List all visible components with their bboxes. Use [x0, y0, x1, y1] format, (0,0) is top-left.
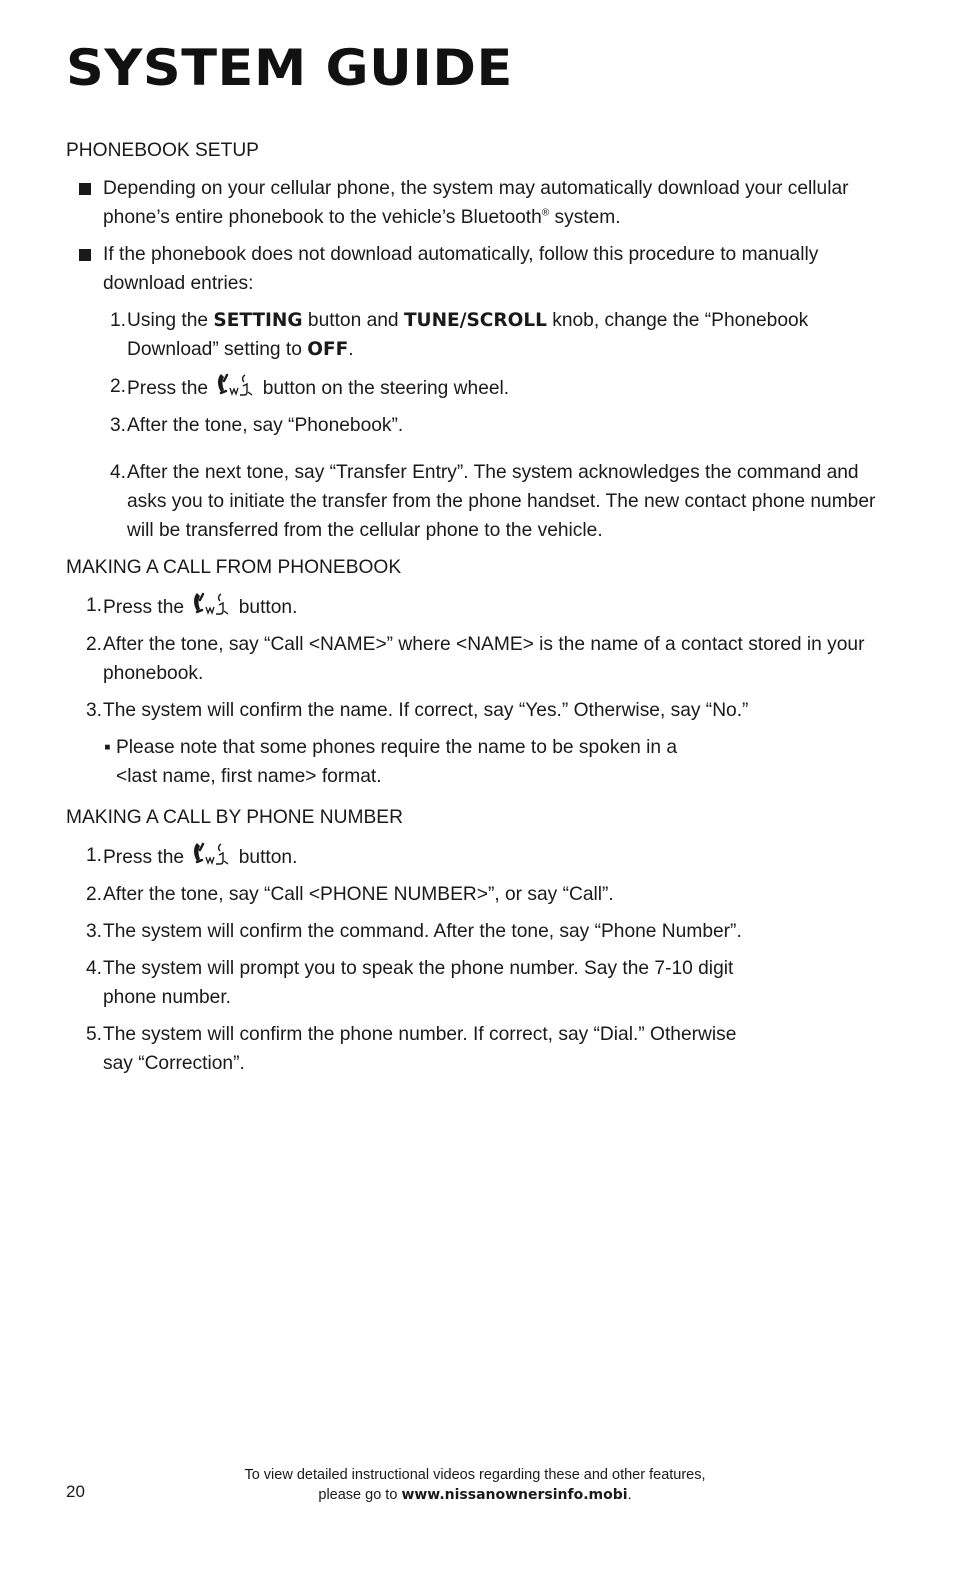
list-item	[66, 591, 896, 622]
step-number: 4.	[85, 958, 102, 979]
phone-voice-icon	[191, 591, 231, 619]
content	[66, 136, 896, 1086]
section-heading-phonebook-setup: PHONEBOOK SETUP	[66, 140, 259, 161]
list-item	[66, 917, 896, 946]
step-text: After the tone, say “Call <PHONE NUMBER>”, or say “Call”.	[103, 884, 614, 905]
bullet-text: Depending on your cellular phone, the system may automatically download your cellular phone’s entire phonebook to the vehicle’s Bluetooth	[103, 178, 849, 228]
step-text	[66, 591, 896, 622]
list-item	[103, 306, 896, 364]
step-number: 3.	[109, 415, 126, 436]
registered-mark: ®	[541, 207, 550, 219]
step-text	[103, 372, 896, 403]
call-by-number-steps	[66, 841, 896, 1078]
step-text-part: .	[348, 339, 354, 360]
note-item	[66, 733, 896, 791]
step-text-line1: The system will prompt you to speak the phone number. Say the 7-10 digit	[103, 958, 734, 979]
step-text: The system will confirm the command. After the tone, say “Phone Number”.	[103, 921, 742, 942]
note-text-line2: <last name, first name> format.	[116, 766, 382, 787]
page-title: SYSTEM GUIDE	[66, 39, 513, 97]
square-bullet-icon	[79, 249, 91, 261]
step-text-part: button.	[233, 847, 298, 868]
bullet-text: If the phonebook does not download automatically, follow this procedure to manually download entries:	[103, 244, 819, 294]
bullet-item	[66, 174, 896, 232]
step-text-part: button.	[233, 597, 298, 618]
step-number: 2.	[109, 376, 126, 397]
footer-website-link[interactable]: www.nissanownersinfo.mobi	[401, 1487, 628, 1503]
step-text	[66, 954, 896, 1012]
step-number: 1.	[109, 310, 126, 331]
step-text	[103, 306, 896, 364]
step-text	[66, 841, 896, 872]
step-text-part: Using the	[127, 310, 214, 331]
section-heading-call-from-phonebook: MAKING A CALL FROM PHONEBOOK	[66, 557, 402, 578]
page-number: 20	[66, 1482, 85, 1501]
step-text	[66, 1020, 896, 1078]
call-from-phonebook-steps	[66, 591, 896, 791]
list-item	[66, 880, 896, 909]
section-heading-call-by-number: MAKING A CALL BY PHONE NUMBER	[66, 807, 403, 828]
step-number: 3.	[85, 700, 102, 721]
step-text-part: button and	[302, 310, 404, 331]
list-item	[66, 1020, 896, 1078]
note-bullet-icon: ▪	[104, 737, 111, 758]
setting-button-label: SETTING	[213, 310, 303, 331]
step-number: 1.	[85, 595, 102, 616]
step-text: After the tone, say “Phonebook”.	[127, 415, 404, 436]
list-item	[103, 372, 896, 403]
step-text-part: knob, change the “Phonebook Download” setting to	[127, 310, 809, 360]
step-text: After the tone, say “Call <NAME>” where <NAME> is the name of a contact stored in your phonebook.	[103, 634, 865, 684]
step-number: 2.	[85, 884, 102, 905]
footer-line2-post: .	[627, 1487, 632, 1503]
footer-line1: To view detailed instructional videos regarding these and other features,	[244, 1467, 706, 1483]
note-text-line1: Please note that some phones require the name to be spoken in a	[116, 737, 678, 758]
step-text-line1: The system will confirm the phone number. If correct, say “Dial.” Otherwise	[103, 1024, 737, 1045]
off-label: OFF	[307, 339, 349, 360]
step-text-part: Press the	[103, 847, 190, 868]
phone-voice-icon	[191, 841, 231, 869]
download-steps-list	[103, 306, 896, 545]
footer-line2-pre: please go to	[318, 1487, 402, 1503]
step-text-line2: say “Correction”.	[103, 1053, 245, 1074]
step-text: The system will confirm the name. If correct, say “Yes.” Otherwise, say “No.”	[103, 700, 749, 721]
tune-scroll-knob-label: TUNE/SCROLL	[403, 310, 547, 331]
step-number: 2.	[85, 634, 102, 655]
list-item	[66, 841, 896, 872]
list-item	[103, 411, 896, 440]
step-text-part: Press the	[127, 378, 214, 399]
list-item	[66, 630, 896, 688]
square-bullet-icon	[79, 183, 91, 195]
bullet-text-end: system.	[549, 207, 621, 228]
step-number: 5.	[85, 1024, 102, 1045]
step-number: 3.	[85, 921, 102, 942]
step-text-line2: phone number.	[103, 987, 232, 1008]
list-item	[66, 696, 896, 725]
phone-voice-icon	[215, 372, 255, 400]
list-item	[103, 458, 896, 545]
list-item	[66, 954, 896, 1012]
footer-note	[200, 1465, 750, 1505]
step-text: After the next tone, say “Transfer Entry”. The system acknowledges the command and asks you to initiate the transfer from the phone handset. The new contact phone number will be transferred from the cellular phone to the vehicle.	[127, 462, 876, 541]
step-number: 4.	[109, 462, 126, 483]
step-number: 1.	[85, 845, 102, 866]
step-text-part: button on the steering wheel.	[257, 378, 510, 399]
bullet-item	[66, 240, 896, 298]
step-text-part: Press the	[103, 597, 190, 618]
spacer	[103, 448, 896, 458]
